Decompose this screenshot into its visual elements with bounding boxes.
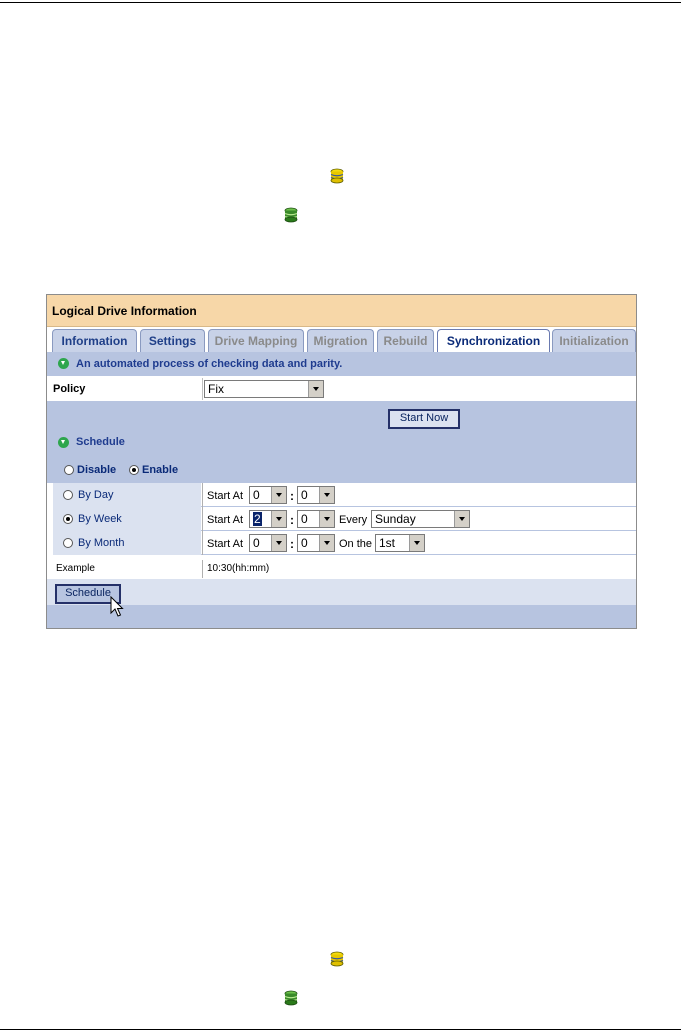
- dropdown-arrow-icon[interactable]: [308, 381, 323, 397]
- schedule-row-by-month: By Month Start At 0 : 0 On the 1st: [53, 531, 637, 555]
- by-month-minute-select[interactable]: 0: [297, 534, 335, 552]
- disable-label: Disable: [77, 464, 117, 476]
- start-at-label: Start At: [207, 538, 244, 550]
- panel-title: Logical Drive Information: [52, 304, 197, 318]
- logical-drive-icon: [329, 168, 345, 184]
- dropdown-arrow-icon[interactable]: [409, 535, 424, 551]
- enable-radio[interactable]: [129, 465, 139, 475]
- dropdown-arrow-icon[interactable]: [271, 487, 286, 503]
- dropdown-arrow-icon[interactable]: [271, 511, 286, 527]
- schedule-button-bar: [47, 579, 636, 605]
- by-week-hour-select[interactable]: 2: [249, 510, 287, 528]
- dropdown-arrow-icon[interactable]: [271, 535, 286, 551]
- logical-drive-icon: [329, 951, 345, 967]
- by-day-radio[interactable]: [63, 490, 73, 500]
- dropdown-arrow-icon[interactable]: [319, 511, 334, 527]
- logical-drive-information-panel: [46, 294, 637, 629]
- on-the-label: On the: [339, 538, 373, 550]
- by-week-minute-select[interactable]: 0: [297, 510, 335, 528]
- by-day-minute-select[interactable]: 0: [297, 486, 335, 504]
- dropdown-arrow-icon[interactable]: [319, 535, 334, 551]
- example-value: 10:30(hh:mm): [207, 563, 270, 574]
- example-label: Example: [56, 563, 95, 574]
- disk-array-icon: [283, 990, 299, 1006]
- by-day-label: By Day: [78, 489, 114, 501]
- policy-select-value: Fix: [208, 382, 224, 396]
- example-row: [47, 560, 636, 578]
- by-month-radio[interactable]: [63, 538, 73, 548]
- chevron-down-icon: [58, 437, 69, 448]
- tab-migration: Migration: [307, 329, 374, 352]
- disk-array-icon: [283, 207, 299, 223]
- schedule-row-by-week: By Week Start At 2 : 0 Every Sunday: [53, 507, 637, 531]
- tab-rebuild: Rebuild: [377, 329, 434, 352]
- start-now-button[interactable]: Start Now: [388, 409, 460, 429]
- panel-footer: [47, 605, 636, 629]
- start-at-label: Start At: [207, 514, 244, 526]
- by-month-hour-select[interactable]: 0: [249, 534, 287, 552]
- policy-row: [47, 378, 636, 400]
- disable-radio[interactable]: [64, 465, 74, 475]
- schedule-button[interactable]: Schedule: [55, 584, 121, 604]
- enable-label: Enable: [142, 464, 179, 476]
- by-day-hour-select[interactable]: 0: [249, 486, 287, 504]
- every-label: Every: [339, 514, 368, 526]
- tab-information[interactable]: Information: [52, 329, 137, 352]
- panel-header: [47, 295, 636, 327]
- dropdown-arrow-icon[interactable]: [319, 487, 334, 503]
- policy-label: Policy: [53, 383, 86, 395]
- tab-bar: [47, 327, 636, 352]
- page-bottom-rule: [0, 1029, 681, 1030]
- policy-select[interactable]: [204, 380, 324, 398]
- tab-synchronization[interactable]: Synchronization: [437, 329, 550, 352]
- description-text: An automated process of checking data and parity.: [76, 358, 343, 370]
- by-month-date-select[interactable]: 1st: [375, 534, 425, 552]
- mouse-pointer-icon: [110, 596, 124, 618]
- dropdown-arrow-icon[interactable]: [454, 511, 469, 527]
- tab-drive-mapping: Drive Mapping: [208, 329, 304, 352]
- start-at-label: Start At: [207, 490, 244, 502]
- schedule-row-by-day: By Day Start At 0 : 0: [53, 483, 637, 507]
- by-week-radio[interactable]: [63, 514, 73, 524]
- chevron-down-icon: [58, 358, 69, 369]
- schedule-title: Schedule: [76, 436, 125, 448]
- tab-settings[interactable]: Settings: [140, 329, 205, 352]
- by-week-day-select[interactable]: Sunday: [371, 510, 470, 528]
- description-row: [47, 352, 636, 376]
- by-week-label: By Week: [78, 513, 122, 525]
- page-top-rule: [0, 2, 681, 3]
- tab-initialization: Initialization: [552, 329, 636, 352]
- by-month-label: By Month: [78, 537, 125, 549]
